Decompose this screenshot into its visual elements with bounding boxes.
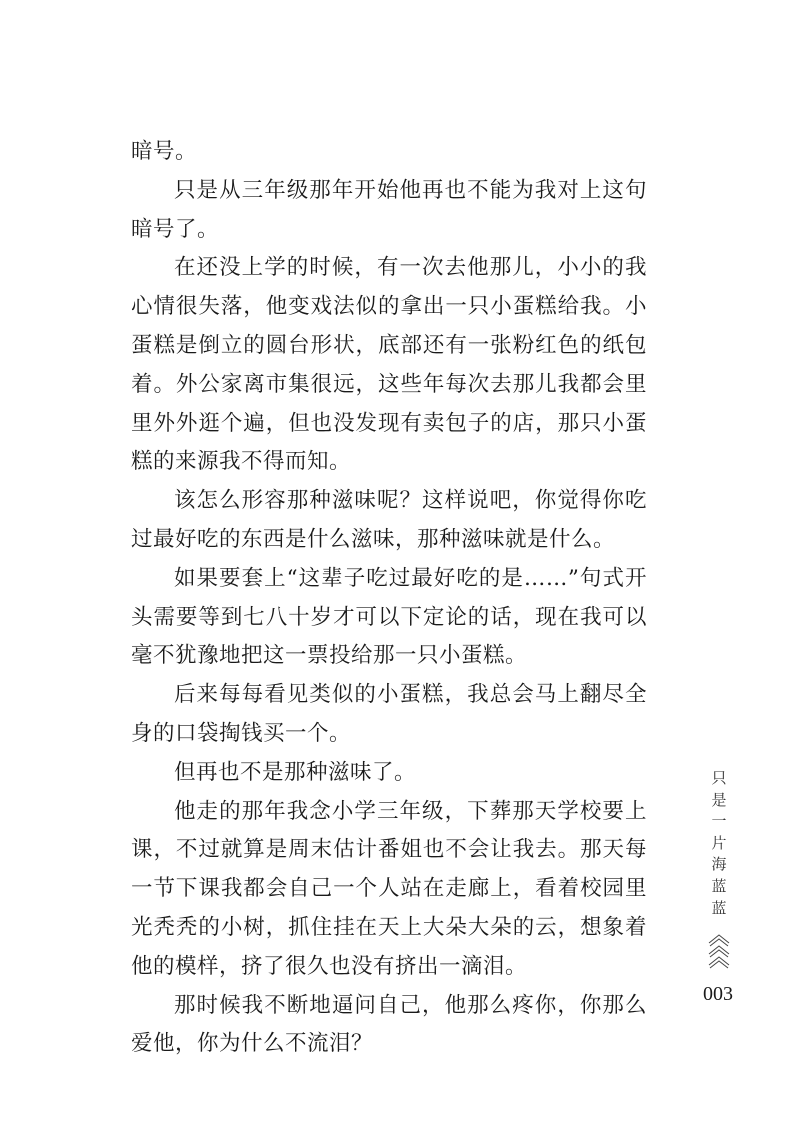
running-title xyxy=(704,768,734,919)
running-title-char: 片 xyxy=(711,833,727,852)
running-title-char: 海 xyxy=(711,855,727,874)
paragraph: 在还没上学的时候，有一次去他那儿，小小的我心情很失落，他变戏法似的拿出一只小蛋糕给我。小蛋糕是倒立的圆台形状，底部还有一张粉红色的纸包着。外公家离市集很远，这些年每次去那儿我都会里里外外逛个遍，但也没发现有卖包子的店，那只小蛋糕的来源我不得而知。 xyxy=(131,255,647,475)
running-title-char: 蓝 xyxy=(711,876,727,895)
paragraph: 他走的那年我念小学三年级，下葬那天学校要上课，不过就算是周末估计番姐也不会让我去。那天每一节下课我都会自己一个人站在走廊上，看着校园里光秃秃的小树，抓住挂在天上大朵大朵的云，想象着他的模样，挤了很久也没有挤出一滴泪。 xyxy=(131,798,647,979)
text-body xyxy=(131,133,647,1064)
triple-chevron-up-icon xyxy=(707,932,731,970)
paragraph: 只是从三年级那年开始他再也不能为我对上这句暗号了。 xyxy=(131,177,647,242)
paragraph: 但再也不是那种滋味了。 xyxy=(174,759,417,785)
paragraph: 暗号。 xyxy=(131,139,198,164)
running-title-char: 蓝 xyxy=(711,898,727,917)
running-title-char: 是 xyxy=(711,790,727,809)
paragraph: 后来每每看见类似的小蛋糕，我总会马上翻尽全身的口袋掏钱买一个。 xyxy=(131,682,647,746)
running-title-char: 只 xyxy=(711,769,727,787)
paragraph: 该怎么形容那种滋味呢？这样说吧，你觉得你吃过最好吃的东西是什么滋味，那种滋味就是什么。 xyxy=(131,488,647,552)
page-number: 003 xyxy=(703,983,733,1005)
paragraph: 那时候我不断地逼问自己，他那么疼你，你那么爱他，你为什么不流泪？ xyxy=(131,992,647,1057)
paragraph: 如果要套上“这辈子吃过最好吃的是……”句式开头需要等到七八十岁才可以下定论的话，现在我可以毫不犹豫地把这一票投给那一只小蛋糕。 xyxy=(131,565,647,669)
running-title-char: 一 xyxy=(711,812,727,831)
